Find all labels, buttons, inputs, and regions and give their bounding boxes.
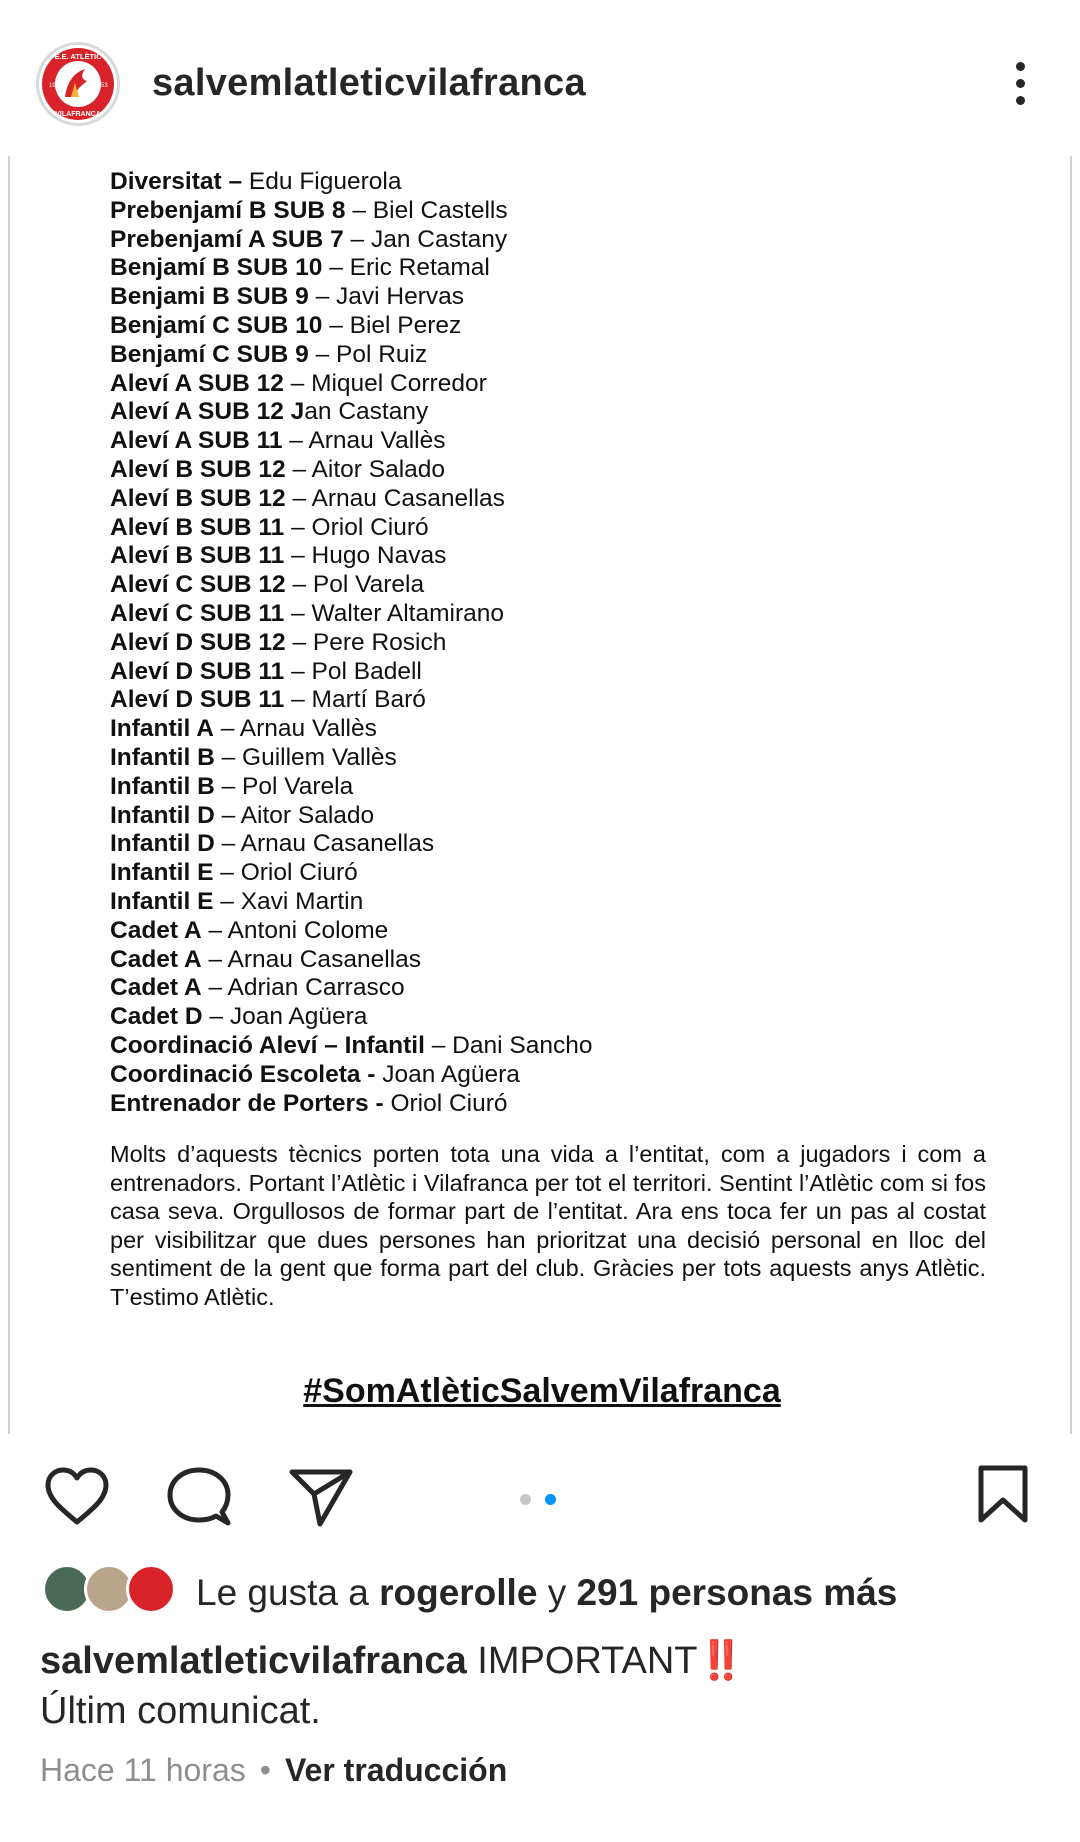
role-title: Aleví C SUB 11 xyxy=(110,599,285,627)
role-person: – Dani Sancho xyxy=(424,1031,593,1059)
role-person: – Oriol Ciuró xyxy=(284,513,429,541)
liker-avatar xyxy=(126,1564,176,1614)
warning-emoji: ‼️ xyxy=(697,1640,745,1682)
role-person: – Pol Varela xyxy=(285,571,425,599)
role-person: – Joan Agüera xyxy=(202,1003,368,1031)
role-line xyxy=(110,946,1010,975)
post-paragraph: Molts d’aquests tècnics porten tota una vida a l’entitat, com a jugadors i com a entrenadors. Portant l’Atlètic i Vilafranca per tot el territori. Sentint l’Atlètic com si fos casa seva. Orgullosos de formar part de l’entitat. Ara ens toca fer un pas al costat per visibilitzar que dues persones han prioritzat una decisió personal en lloc del sentiment de la gent que forma part del club. Gràcies per tots aquests anys Atlètic. T’estimo Atlètic. xyxy=(110,1141,986,1310)
role-person: Joan Agüera xyxy=(375,1060,520,1088)
role-person: – Arnau Casanellas xyxy=(285,484,505,512)
post-username[interactable]: salvemlatleticvilafranca xyxy=(152,62,586,104)
role-title: Infantil E xyxy=(110,887,214,915)
role-line xyxy=(110,888,1010,917)
role-title: Benjamí B SUB 10 xyxy=(110,254,323,282)
meta-separator: • xyxy=(259,1752,271,1788)
role-line xyxy=(110,802,1010,831)
role-title: Aleví B SUB 12 xyxy=(110,455,286,483)
role-person: – Biel Perez xyxy=(322,311,462,339)
role-line xyxy=(110,514,1010,543)
role-person: – Oriol Ciuró xyxy=(213,859,358,887)
likes-count[interactable]: 291 personas más xyxy=(576,1572,898,1613)
role-line xyxy=(110,600,1010,629)
action-bar xyxy=(0,1440,1080,1550)
role-person: – Aitor Salado xyxy=(285,455,446,483)
role-person: – Miquel Corredor xyxy=(283,369,487,397)
role-person: – Javi Hervas xyxy=(308,283,464,311)
role-person: – Pol Ruiz xyxy=(308,340,428,368)
roles-list xyxy=(110,168,1010,1118)
role-person: – Biel Castells xyxy=(345,196,508,224)
role-line xyxy=(110,283,1010,312)
role-title: Aleví D SUB 11 xyxy=(110,657,285,685)
role-title: Infantil A xyxy=(110,715,214,743)
role-person: – Antoni Colome xyxy=(201,916,389,944)
role-person: – Aitor Salado xyxy=(214,801,375,829)
role-title: Infantil D xyxy=(110,830,215,858)
svg-text:53: 53 xyxy=(101,83,108,89)
role-person: Oriol Ciuró xyxy=(383,1089,508,1117)
role-line xyxy=(110,1032,1010,1061)
role-title: Aleví D SUB 11 xyxy=(110,686,285,714)
role-title: Entrenador de Porters - xyxy=(110,1089,384,1117)
role-line xyxy=(110,456,1010,485)
svg-text:E.E. ATLÈTIC: E.E. ATLÈTIC xyxy=(54,52,102,61)
role-person: – Arnau Vallès xyxy=(213,715,377,743)
role-title: Cadet D xyxy=(110,1003,203,1031)
more-options-icon[interactable] xyxy=(1000,62,1040,110)
role-person: – Adrian Carrasco xyxy=(201,974,405,1002)
role-title: Cadet A xyxy=(110,945,202,973)
role-person: – Arnau Vallès xyxy=(282,427,446,455)
role-title: Aleví A SUB 11 xyxy=(110,427,283,455)
role-line xyxy=(110,1061,1010,1090)
role-line xyxy=(110,571,1010,600)
role-title: Prebenjamí A SUB 7 xyxy=(110,225,344,253)
profile-avatar[interactable] xyxy=(36,42,120,126)
club-crest-icon xyxy=(41,47,115,121)
role-title: Aleví A SUB 12 xyxy=(110,369,284,397)
translate-link[interactable]: Ver traducción xyxy=(284,1752,508,1788)
role-title: Infantil B xyxy=(110,772,215,800)
carousel-dot-active xyxy=(545,1494,556,1505)
post-timestamp: Hace 11 horas xyxy=(40,1752,246,1788)
caption-line-2: Últim comunicat. xyxy=(40,1690,321,1732)
role-line xyxy=(110,830,1010,859)
send-icon[interactable] xyxy=(288,1466,354,1528)
role-title: Benjami B SUB 9 xyxy=(110,283,309,311)
role-line xyxy=(110,542,1010,571)
role-line xyxy=(110,773,1010,802)
role-title: Aleví B SUB 11 xyxy=(110,542,285,570)
caption-username[interactable]: salvemlatleticvilafranca xyxy=(40,1640,467,1682)
role-person: – Xavi Martin xyxy=(213,887,364,915)
carousel-dot xyxy=(520,1494,531,1505)
role-person: – Martí Baró xyxy=(284,686,426,714)
role-line xyxy=(110,427,1010,456)
role-person: – Walter Altamirano xyxy=(284,599,504,627)
role-title: Benjamí C SUB 9 xyxy=(110,340,309,368)
role-title: Coordinació Aleví – Infantil xyxy=(110,1031,425,1059)
role-line xyxy=(110,658,1010,687)
bookmark-icon[interactable] xyxy=(976,1464,1030,1524)
role-line xyxy=(110,917,1010,946)
carousel-indicator xyxy=(520,1492,570,1510)
role-title: Aleví D SUB 12 xyxy=(110,628,286,656)
role-person: – Pol Badell xyxy=(284,657,422,685)
role-person: – Arnau Casanellas xyxy=(214,830,435,858)
role-title: Diversitat – xyxy=(110,168,243,195)
role-title: Aleví C SUB 12 xyxy=(110,571,286,599)
role-line xyxy=(110,859,1010,888)
role-line xyxy=(110,1003,1010,1032)
role-title: Infantil E xyxy=(110,859,214,887)
role-line xyxy=(110,974,1010,1003)
role-line xyxy=(110,715,1010,744)
role-title: Infantil D xyxy=(110,801,215,829)
role-line xyxy=(110,398,1010,427)
role-title: Infantil B xyxy=(110,743,215,771)
role-title: Cadet A xyxy=(110,916,202,944)
role-title: Benjamí C SUB 10 xyxy=(110,311,323,339)
heart-icon[interactable] xyxy=(44,1466,110,1526)
role-line xyxy=(110,254,1010,283)
role-line xyxy=(110,370,1010,399)
role-person: an Castany xyxy=(304,398,429,426)
svg-text:VILAFRANCA: VILAFRANCA xyxy=(55,111,101,118)
post-header xyxy=(0,0,1080,160)
role-title: Coordinació Escoleta - xyxy=(110,1060,376,1088)
role-line xyxy=(110,629,1010,658)
role-line xyxy=(110,686,1010,715)
role-person: – Guillem Vallès xyxy=(214,743,397,771)
role-person: – Arnau Casanellas xyxy=(201,945,421,973)
role-line xyxy=(110,312,1010,341)
post-caption: salvemlatleticvilafranca IMPORTANT‼️ Últim comunicat. xyxy=(40,1636,1040,1736)
role-line xyxy=(110,226,1010,255)
post-meta xyxy=(40,1752,507,1789)
role-line xyxy=(110,485,1010,514)
role-title: Prebenjamí B SUB 8 xyxy=(110,196,346,224)
post-image[interactable] xyxy=(8,156,1072,1434)
role-person: – Hugo Navas xyxy=(284,542,447,570)
role-person: Edu Figuerola xyxy=(242,168,402,195)
likes-text: Le gusta a rogerolle y 291 personas más xyxy=(196,1572,898,1613)
role-title: Aleví A SUB 12 J xyxy=(110,398,305,426)
role-line xyxy=(110,168,1010,197)
role-person: – Jan Castany xyxy=(343,225,508,253)
post-hashtag: #SomAtlèticSalvemVilafranca xyxy=(303,1372,781,1410)
role-line xyxy=(110,341,1010,370)
role-line xyxy=(110,744,1010,773)
role-person: – Eric Retamal xyxy=(322,254,490,282)
role-line xyxy=(110,197,1010,226)
role-title: Cadet A xyxy=(110,974,202,1002)
role-title: Aleví B SUB 12 xyxy=(110,484,286,512)
svg-text:19: 19 xyxy=(49,83,56,89)
role-person: – Pol Varela xyxy=(214,772,354,800)
comment-icon[interactable] xyxy=(166,1466,232,1528)
likes-row[interactable] xyxy=(0,1560,1080,1620)
liker-username[interactable]: rogerolle xyxy=(379,1572,538,1613)
role-title: Aleví B SUB 11 xyxy=(110,513,285,541)
role-line xyxy=(110,1090,1010,1119)
role-person: – Pere Rosich xyxy=(285,628,447,656)
